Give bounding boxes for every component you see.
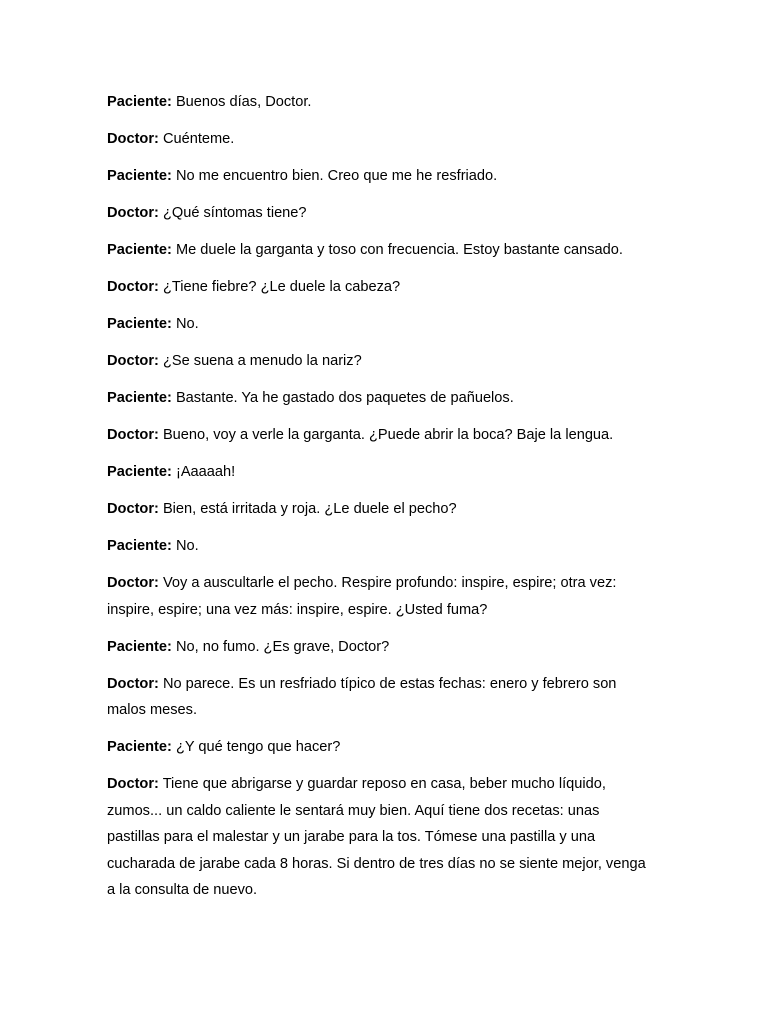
dialogue-line — [107, 200, 652, 227]
speaker-label: Paciente: — [107, 168, 172, 184]
speaker-label: Paciente: — [107, 538, 172, 554]
speaker-label: Doctor: — [107, 501, 159, 517]
speaker-label: Doctor: — [107, 205, 159, 221]
dialogue-line — [107, 89, 652, 116]
speaker-label: Paciente: — [107, 242, 172, 258]
dialogue-line — [107, 671, 652, 724]
dialogue-text: Bien, está irritada y roja. ¿Le duele el pecho? — [162, 501, 457, 517]
dialogue-line — [107, 771, 652, 904]
dialogue-line — [107, 422, 652, 449]
speaker-label: Paciente: — [107, 464, 172, 480]
dialogue-line — [107, 348, 652, 375]
dialogue-line — [107, 459, 652, 486]
dialogue-line — [107, 385, 652, 412]
dialogue-line — [107, 126, 652, 153]
dialogue-text: Bastante. Ya he gastado dos paquetes de pañuelos. — [175, 390, 514, 406]
speaker-label: Paciente: — [107, 390, 172, 406]
speaker-label: Doctor: — [107, 131, 159, 147]
speaker-label: Paciente: — [107, 739, 172, 755]
dialogue-text: ¿Se suena a menudo la nariz? — [162, 353, 362, 369]
speaker-label: Doctor: — [107, 353, 159, 369]
dialogue-line — [107, 274, 652, 301]
dialogue-line — [107, 237, 652, 264]
dialogue-text: ¿Qué síntomas tiene? — [162, 205, 307, 221]
dialogue-text: Tiene que abrigarse y guardar reposo en casa, beber mucho líquido, zumos... un caldo caliente le sentará muy bien. Aquí tiene dos recetas: unas pastillas para el malestar y un jarabe para la tos. Tómese una pastilla y una cucharada de jarabe cada 8 horas. Si dentro de tres días no se siente mejor, venga a la consulta de nuevo. — [107, 776, 646, 898]
speaker-label: Doctor: — [107, 575, 159, 591]
speaker-label: Paciente: — [107, 316, 172, 332]
dialogue-text: No. — [175, 316, 199, 332]
speaker-label: Paciente: — [107, 94, 172, 110]
dialogue-line — [107, 734, 652, 761]
dialogue-line — [107, 570, 652, 623]
dialogue-line — [107, 533, 652, 560]
speaker-label: Paciente: — [107, 638, 172, 655]
dialogue-text: ¡Aaaaah! — [175, 464, 236, 480]
dialogue-text: No me encuentro bien. Creo que me he resfriado. — [175, 168, 498, 184]
dialogue-text: Cuénteme. — [162, 131, 235, 147]
dialogue-line — [107, 311, 652, 338]
dialogue-line — [107, 634, 652, 661]
dialogue-line — [107, 496, 652, 523]
dialogue-text: ¿Y qué tengo que hacer? — [175, 739, 341, 755]
speaker-label: Doctor: — [107, 427, 159, 443]
dialogue-text: No parece. Es un resfriado típico de estas fechas: enero y febrero son malos meses. — [107, 675, 617, 718]
dialogue-text: Bueno, voy a verle la garganta. ¿Puede abrir la boca? Baje la lengua. — [162, 427, 614, 443]
dialogue-text: Voy a auscultarle el pecho. Respire profundo: inspire, espire; otra vez: inspire, espire; una vez más: inspire, espire. ¿Usted fuma? — [107, 575, 617, 618]
speaker-label: Doctor: — [107, 279, 159, 295]
document-page — [107, 89, 652, 914]
dialogue-text: ¿Tiene fiebre? ¿Le duele la cabeza? — [162, 279, 401, 295]
dialogue-text: Buenos días, Doctor. — [175, 94, 312, 110]
speaker-label: Doctor: — [107, 675, 159, 692]
dialogue-text: No, no fumo. ¿Es grave, Doctor? — [175, 638, 390, 655]
dialogue-line — [107, 163, 652, 190]
dialogue-text: Me duele la garganta y toso con frecuencia. Estoy bastante cansado. — [175, 242, 623, 258]
dialogue-text: No. — [175, 538, 199, 554]
speaker-label: Doctor: — [107, 776, 159, 792]
